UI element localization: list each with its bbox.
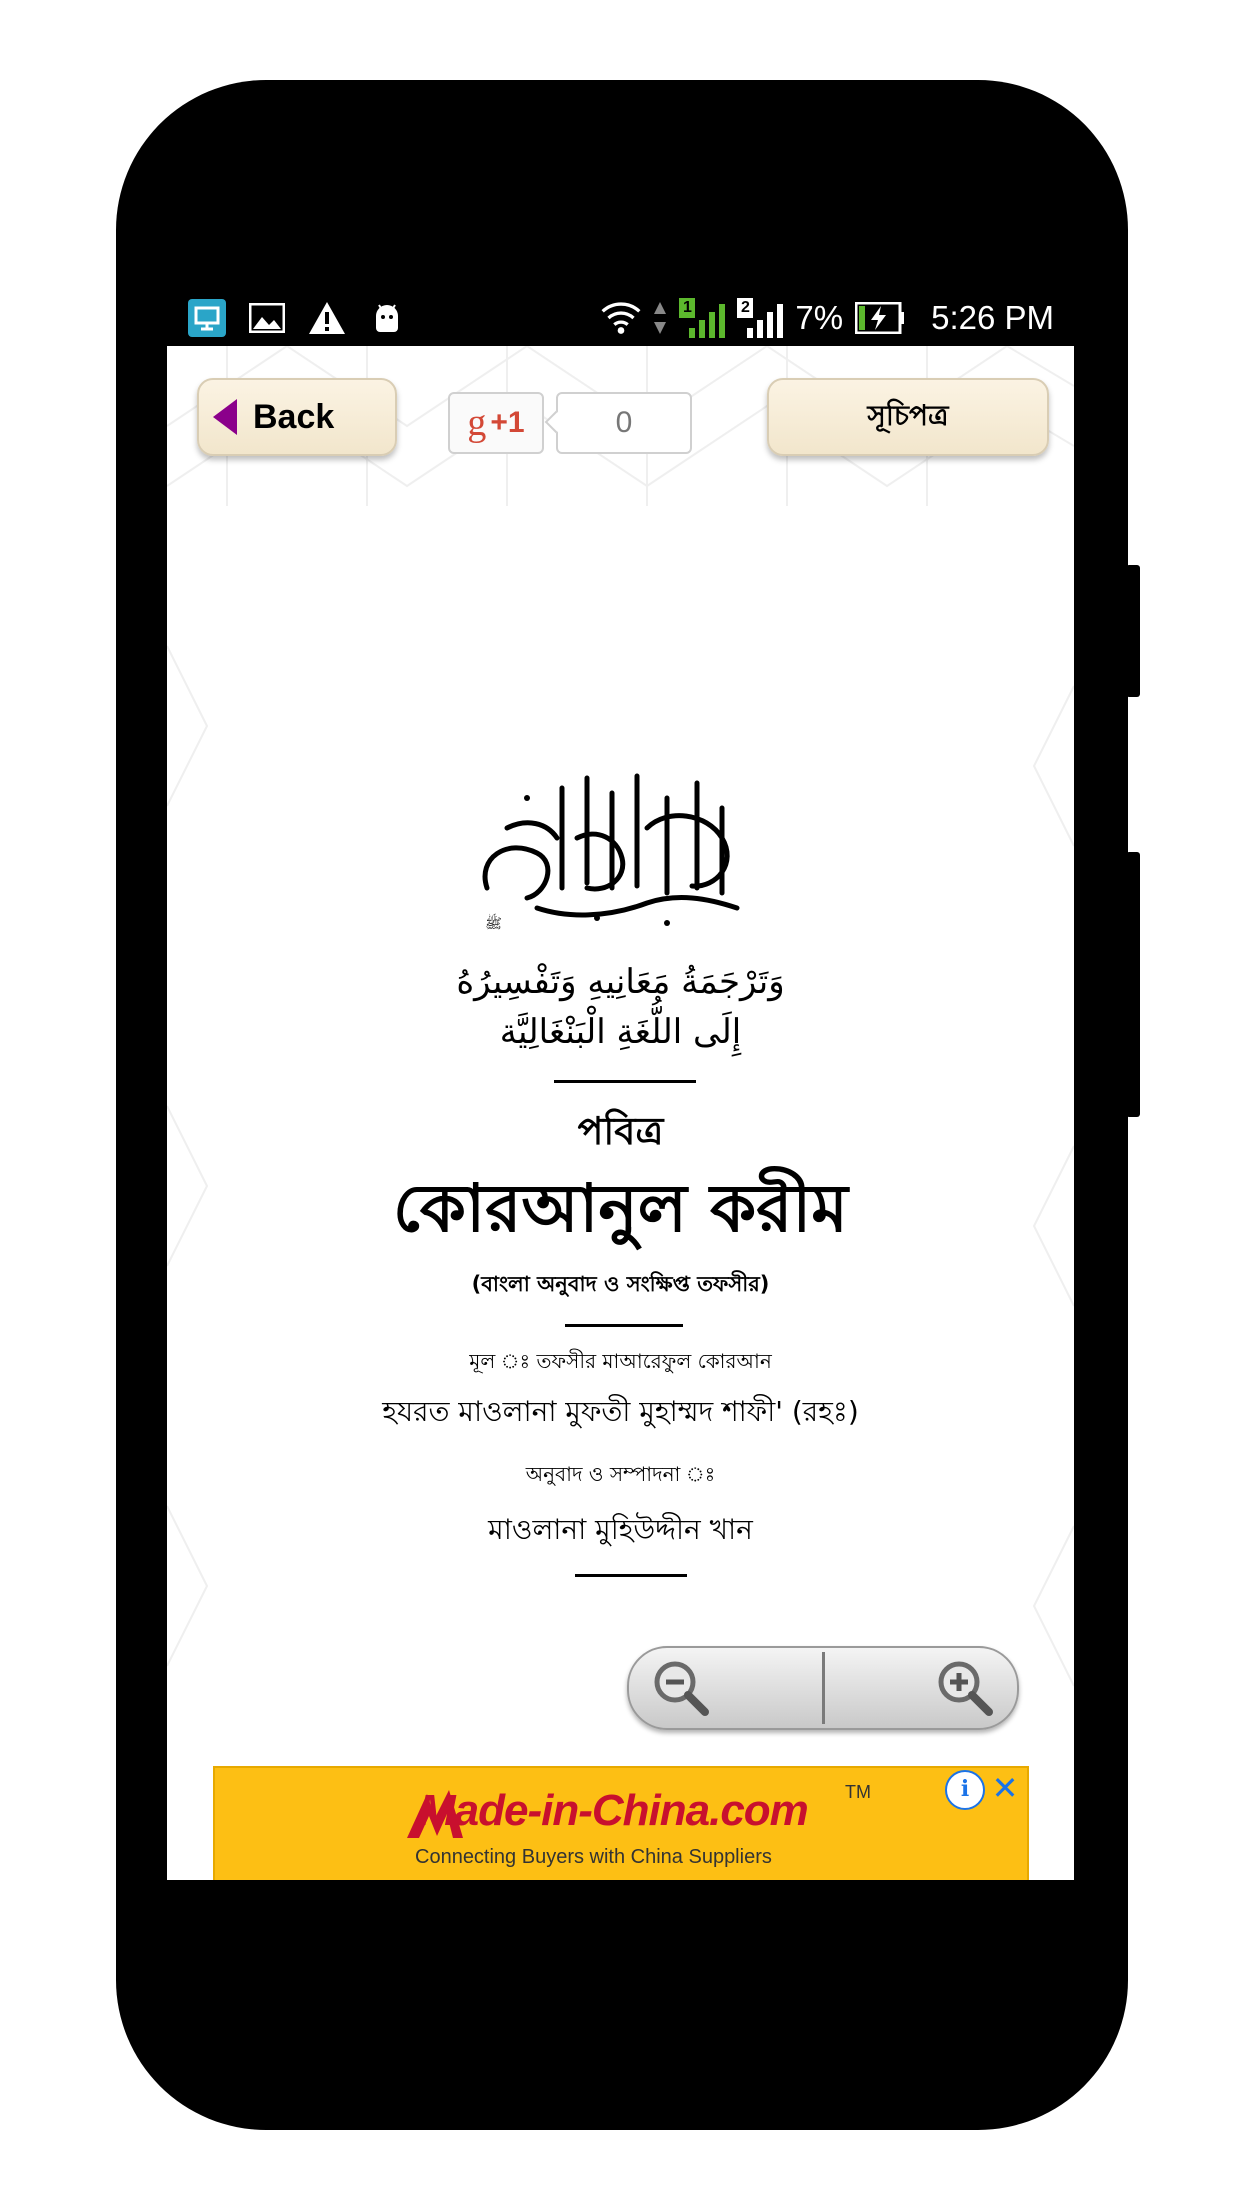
sim1-signal-icon <box>679 298 725 338</box>
page-title: কোরআনুল করীম <box>393 1170 848 1247</box>
screen-mirror-icon <box>187 298 227 338</box>
sim1-label: 1 <box>679 298 695 318</box>
index-button[interactable] <box>767 378 1049 456</box>
image-icon <box>247 298 287 338</box>
index-button-label: সূচিপত্র <box>867 398 949 432</box>
clock: 5:26 PM <box>931 299 1054 336</box>
zoom-in-button[interactable] <box>933 1656 997 1720</box>
ad-info-icon[interactable]: i <box>945 1770 985 1810</box>
app-screen <box>167 290 1074 1880</box>
google-plus-one-button[interactable] <box>448 392 544 454</box>
ad-close-icon[interactable]: ✕ <box>991 1769 1019 1807</box>
system-icons <box>601 298 1054 338</box>
warning-icon <box>307 298 347 338</box>
quran-calligraphy-logo <box>467 768 767 938</box>
back-button[interactable] <box>197 378 397 456</box>
zoom-out-icon <box>649 1656 713 1720</box>
wifi-icon <box>601 298 641 338</box>
divider <box>575 1574 687 1577</box>
zoom-control <box>627 1646 1019 1730</box>
title-prefix: পবিত্র <box>577 1109 664 1153</box>
plus-one-label: +1 <box>490 406 525 439</box>
status-bar <box>167 290 1074 346</box>
sim2-label: 2 <box>737 298 753 318</box>
back-arrow-icon <box>213 399 237 435</box>
divider <box>554 1080 696 1083</box>
ad-tagline: Connecting Buyers with China Suppliers <box>415 1846 772 1868</box>
volume-button <box>1126 565 1140 697</box>
svg-text:ﷺ: ﷺ <box>485 916 502 932</box>
battery-percent: 7% <box>795 299 844 336</box>
notification-icons <box>187 298 407 338</box>
ad-trademark: TM <box>845 1782 871 1802</box>
source-line: মূল ঃ তফসীর মাআরেফুল কোরআন <box>469 1349 772 1373</box>
power-button <box>1126 852 1140 1117</box>
author-name: হযরত মাওলানা মুফতী মুহাম্মদ শাফী' (রহঃ) <box>382 1395 859 1428</box>
google-plus-icon: g <box>467 402 487 444</box>
translation-label: অনুবাদ ও সম্পাদনা ঃ <box>525 1462 716 1486</box>
ad-logo-text: Made-in-China.com <box>419 1786 808 1835</box>
ad-banner[interactable] <box>213 1766 1029 1880</box>
android-icon <box>367 298 407 338</box>
arabic-subtitle-line2: إِلَى اللُّغَةِ الْبَنْغَالِيَّة <box>499 1012 742 1052</box>
data-arrows-icon <box>653 300 667 336</box>
plus-one-count: 0 <box>556 392 692 454</box>
sim2-signal-icon <box>737 298 783 338</box>
back-button-label: Back <box>253 397 335 436</box>
page-subtitle: (বাংলা অনুবাদ ও সংক্ষিপ্ত তফসীর) <box>471 1272 770 1296</box>
zoom-out-button[interactable] <box>649 1656 713 1720</box>
arabic-subtitle-line1: وَتَرْجَمَةُ مَعَانِيهِ وَتَفْسِيرُهُ <box>456 962 785 1002</box>
zoom-in-icon <box>933 1656 997 1720</box>
translator-name: মাওলানা মুহিউদ্দীন খান <box>488 1513 753 1546</box>
battery-charging-icon <box>855 302 905 334</box>
divider <box>565 1324 683 1327</box>
zoom-divider <box>822 1652 825 1724</box>
